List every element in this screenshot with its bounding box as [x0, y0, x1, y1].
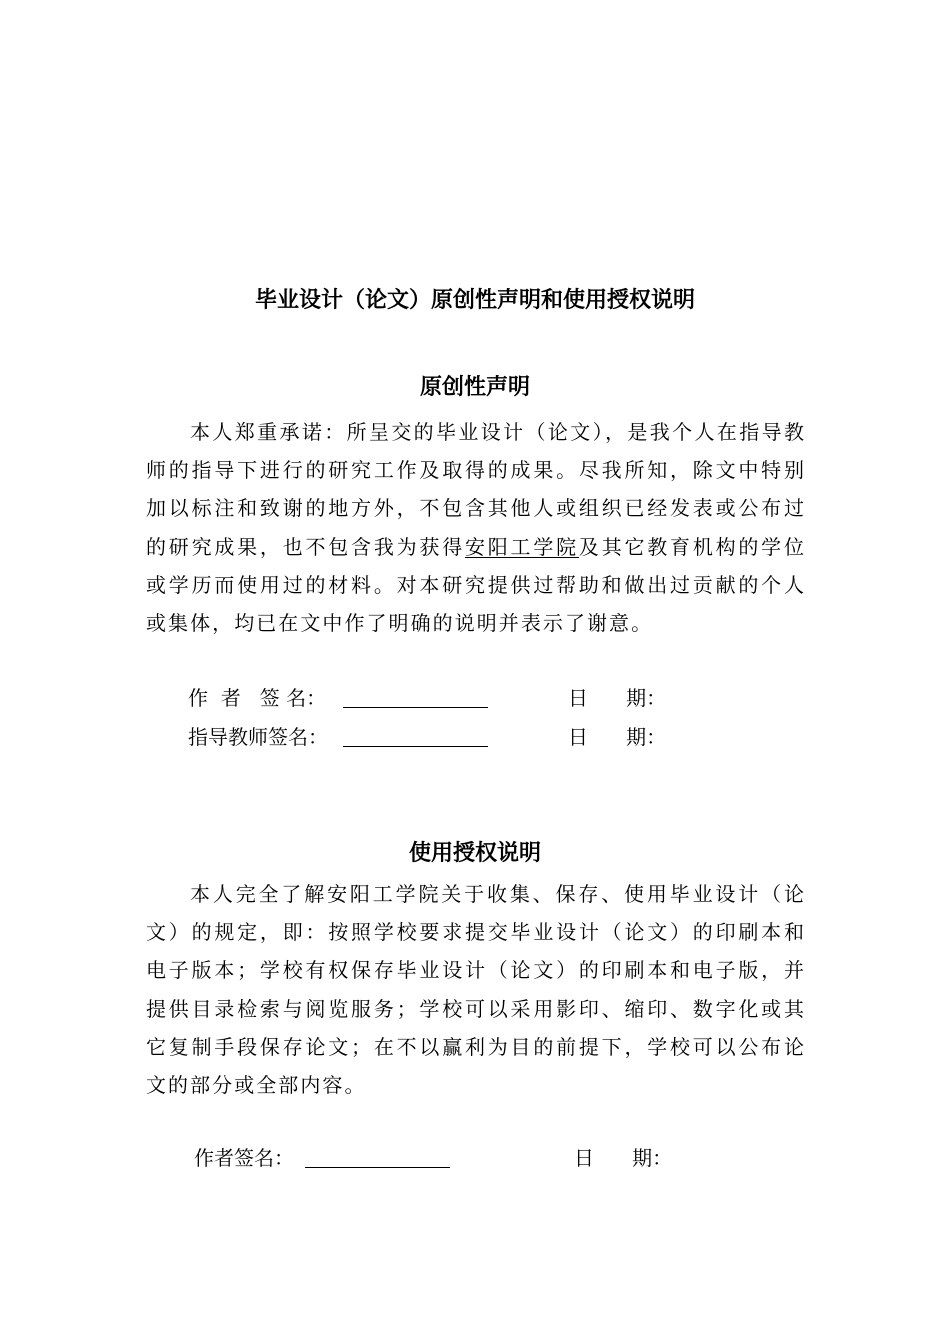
- originality-heading: 原创性声明: [419, 375, 530, 400]
- authorization-date-label: 日 期：: [574, 1146, 673, 1170]
- institution-name: 安阳工学院: [464, 534, 579, 559]
- authorization-heading: 使用授权说明: [408, 841, 541, 866]
- advisor-date-label: 日 期：: [568, 725, 667, 749]
- document-title: 毕业设计（论文）原创性声明和使用授权说明: [254, 288, 695, 313]
- advisor-signature-label: 指导教师签名：: [188, 725, 328, 749]
- originality-paragraph: [146, 413, 806, 642]
- authorization-signature-label: 作者签名：: [194, 1146, 294, 1170]
- author-signature-label: 作 者 签 名：: [188, 686, 327, 710]
- authorization-signature-line: [305, 1167, 450, 1168]
- author-date-label: 日 期：: [568, 686, 667, 710]
- authorization-paragraph: 本人完全了解安阳工学院关于收集、保存、使用毕业设计（论文）的规定，即：按照学校要求提交毕业设计（论文）的印刷本和电子版本；学校有权保存毕业设计（论文）的印刷本和电子版，并提供目录检索与阅览服务；学校可以采用影印、缩印、数字化或其它复制手段保存论文；在不以赢利为目的前提下，学校可以公布论文的部分或全部内容。: [146, 882, 806, 1098]
- originality-text-part1: 本人郑重承诺：所呈交的毕业设计（论文），是我个人在指导教师的指导下进行的研究工作及取得的成果。尽我所知，除文中特别加以标注和致谢的地方外，不包含其他人或组织已经发表或公布过的研究成果，也不包含我为获得: [146, 420, 806, 559]
- author-signature-line: [343, 707, 488, 708]
- advisor-signature-row: [188, 722, 708, 752]
- authorization-signature-row: [194, 1143, 714, 1173]
- author-signature-row: [188, 683, 708, 713]
- advisor-signature-line: [343, 746, 488, 747]
- originality-text-part2: 及其它教育机构的学位或学历而使用过的材料。对本研究提供过帮助和做出过贡献的个人或集体，均已在文中作了明确的说明并表示了谢意。: [146, 534, 807, 636]
